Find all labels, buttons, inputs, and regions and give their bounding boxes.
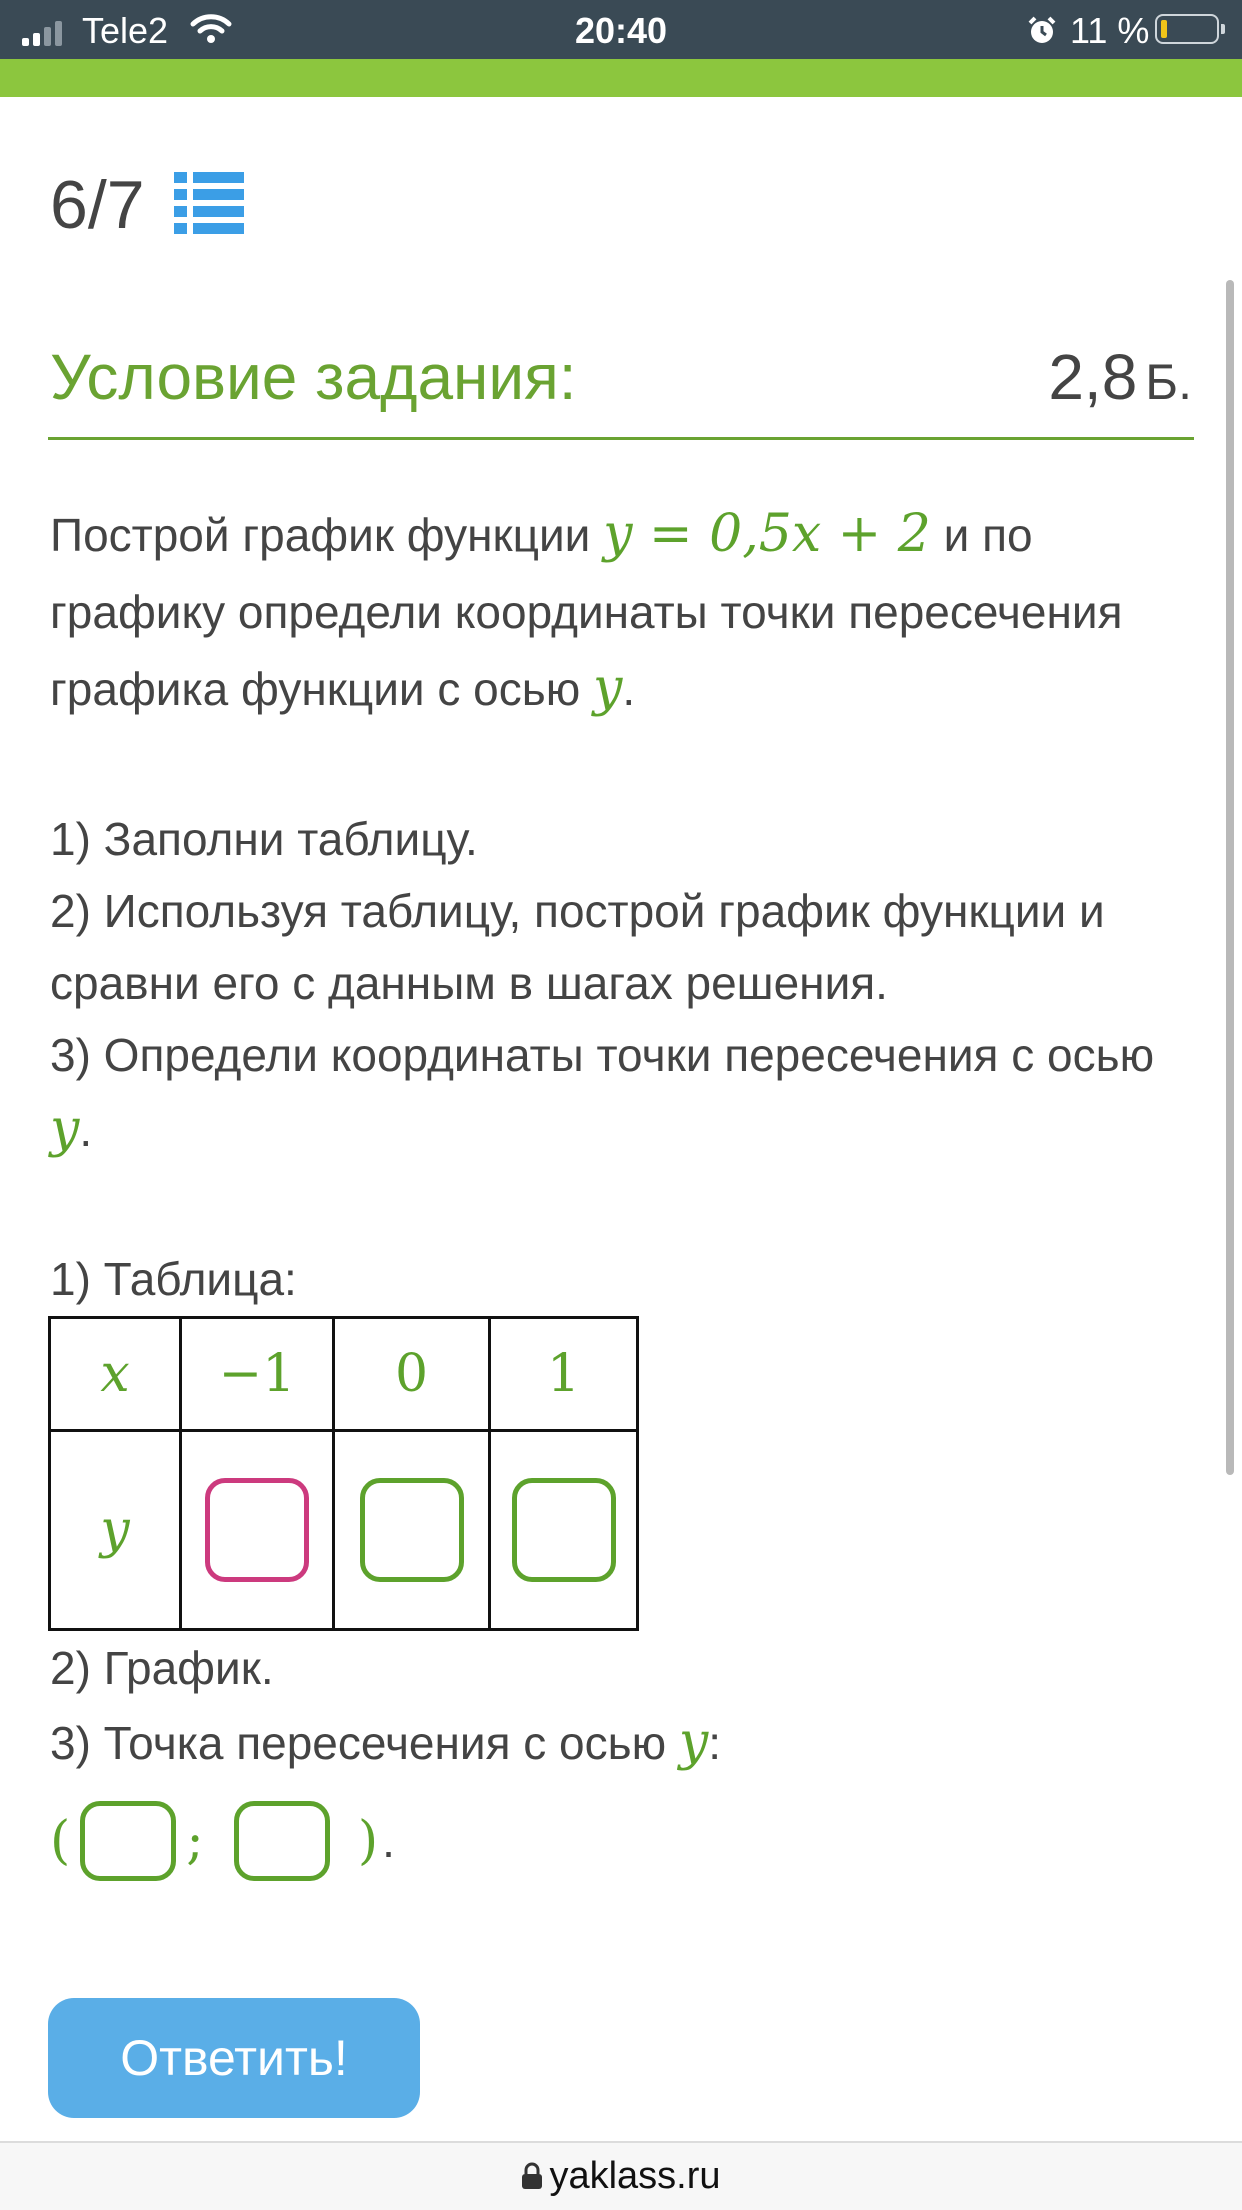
y-input-1[interactable] (205, 1478, 309, 1582)
alarm-icon (1026, 14, 1058, 56)
formula: y = 0,5x + 2 (603, 504, 931, 564)
period: . (79, 1104, 93, 1156)
task-text: 3) Точка пересечения с осью (50, 1717, 667, 1769)
score-value: 2,8 (1048, 341, 1138, 413)
answer-button[interactable]: Ответить! (48, 1998, 420, 2118)
task-condition-title: Условие задания: (50, 341, 577, 413)
intersection-label (50, 1706, 721, 1779)
scrollbar[interactable] (1226, 280, 1234, 1475)
table-row-x (50, 1318, 638, 1431)
browser-url-bar[interactable] (0, 2141, 1242, 2210)
table-cell-y (334, 1431, 490, 1630)
table-cell-x: −1 (181, 1318, 334, 1431)
step-3-text: 3) Определи координаты точки пересечения с осью (50, 1029, 1155, 1081)
url-display (0, 2155, 1242, 2200)
axis-variable: y (678, 1712, 709, 1772)
separator: ; (186, 1811, 204, 1871)
table-header-x: x (50, 1318, 181, 1431)
close-paren: ) (357, 1811, 379, 1871)
axis-variable: y (592, 658, 623, 718)
table-cell-x: 1 (490, 1318, 638, 1431)
battery-percent: 11 % (1070, 10, 1150, 51)
step-2-text-a: 2) Используя таблицу, построй график функции и (50, 885, 1105, 937)
status-time: 20:40 (574, 10, 668, 51)
point-x-input[interactable] (80, 1801, 176, 1881)
point-y-input[interactable] (234, 1801, 330, 1881)
values-table (48, 1316, 639, 1631)
table-cell-y (490, 1431, 638, 1630)
score-unit: Б. (1145, 354, 1192, 410)
task-text-line-2: графику определи координаты точки пересечения (50, 586, 1123, 638)
intersection-point-input (50, 1796, 395, 1886)
table-header-y: y (50, 1431, 181, 1630)
step-1-text: 1) Заполни таблицу. (50, 813, 478, 865)
period: . (622, 663, 636, 715)
task-text: и по (943, 509, 1033, 561)
task-text: Построй график функции (50, 509, 591, 561)
graph-label: 2) График. (50, 1642, 274, 1694)
task-score (1048, 340, 1192, 414)
task-text: графика функции с осью (50, 663, 581, 715)
url-text: yaklass.ru (549, 2155, 721, 2197)
y-input-3[interactable] (512, 1478, 616, 1582)
carrier-name: Tele2 (82, 10, 169, 51)
task-text-line-1 (50, 498, 1033, 571)
status-bar (0, 0, 1242, 59)
table-cell-x: 0 (334, 1318, 490, 1431)
step-2-text-b: сравни его с данным в шагах решения. (50, 957, 888, 1009)
period: . (382, 1815, 395, 1867)
table-label: 1) Таблица: (50, 1253, 297, 1305)
table-cell-y (181, 1431, 334, 1630)
task-text-line-3 (50, 652, 635, 725)
list-icon[interactable] (174, 172, 244, 241)
open-paren: ( (50, 1811, 71, 1871)
lock-icon (521, 2157, 543, 2200)
colon: : (708, 1717, 722, 1769)
top-accent-bar (0, 59, 1242, 97)
step-3-axis (50, 1093, 92, 1166)
axis-variable: y (50, 1099, 80, 1159)
y-input-2[interactable] (360, 1478, 464, 1582)
section-divider (48, 437, 1194, 440)
battery-icon (1155, 14, 1219, 44)
table-row-y (50, 1431, 638, 1630)
question-counter: 6/7 (50, 167, 145, 243)
